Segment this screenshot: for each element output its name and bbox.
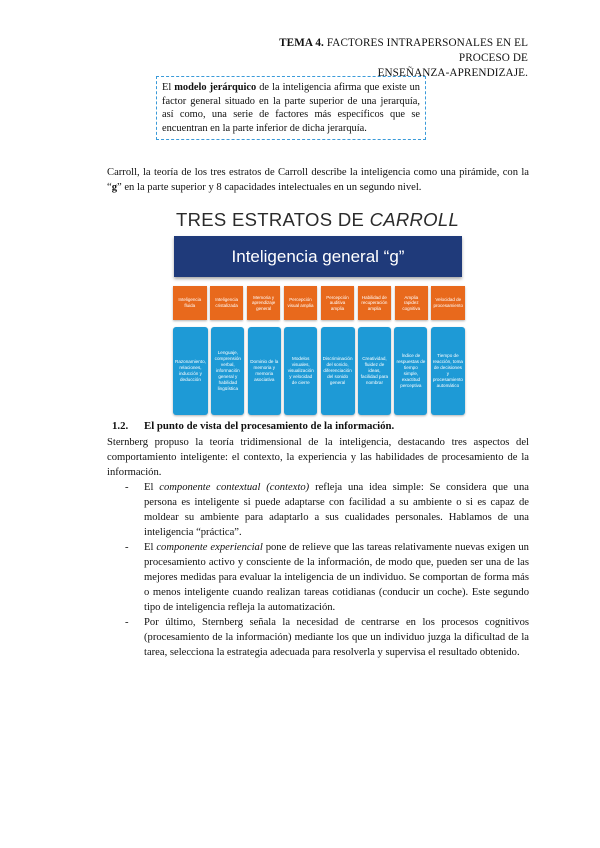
definition-prefix: El xyxy=(162,82,175,93)
definition-term: modelo jerárquico xyxy=(174,82,257,93)
narrow-ability-box: Lenguaje, comprensión verbal, información general y habilidad lingüística xyxy=(211,327,244,415)
bullet-post: refleja una idea simple: Se considera que una persona es inteligente si puede adaptarse con facilidad a su ambiente o si es capaz de moldear su ambiente para adaptarlo a sus cualidades personales. Hablamos de una inteligencia “práctica”. xyxy=(144,482,529,538)
section-heading xyxy=(112,420,394,432)
figure-title xyxy=(176,209,460,231)
narrow-abilities-row xyxy=(173,327,465,415)
bullet-italic: componente contextual (contexto) xyxy=(159,482,310,493)
bullet-dash: - xyxy=(125,542,129,553)
definition-text: de la inteligencia afirma que existe un factor general situado en la parte superior de una jerarquía, así como, una serie de factores más específicos que se encuentran en la parte inferior de dicha jerarquía. xyxy=(162,82,420,134)
header-line-1 xyxy=(230,36,528,66)
narrow-ability-box: Índice de respuestas de tiempo simple, exactitud perceptiva xyxy=(394,327,427,415)
bullet-post: pone de relieve que las tareas relativamente nuevas exigen un procesamiento activo y consciente de la información, de modo que, pueden ser una de las mejores medidas para evaluar la inteligencia de un individuo. Se comportan de forma más o menos inteligente cuando realizan tareas cotidianas (conducir un coche). Este segundo tipo de inteligencia refleja la automatización. xyxy=(144,542,529,613)
bullet-item xyxy=(125,615,529,660)
tema-title-line1: FACTORES INTRAPERSONALES EN EL PROCESO DE xyxy=(323,37,528,64)
broad-ability-box: Percepción auditiva amplia xyxy=(321,286,355,320)
page-header xyxy=(230,36,528,81)
broad-abilities-row xyxy=(173,286,465,320)
figure-title-name: CARROLL xyxy=(369,209,460,230)
figure-title-main: TRES ESTRATOS DE xyxy=(176,209,370,230)
broad-ability-box: Habilidad de recuperación amplia xyxy=(358,286,392,320)
bullet-pre: Por último, Sternberg señala la necesidad de centrarse en los procesos cognitivos (procesamiento de la información) mediante los que un individuo juzga la dificultad de la tarea, selecciona la estrategia adecuada para resolverla y supervisa el resultado obtenido. xyxy=(144,617,529,658)
tema-title-line2: ENSEÑANZA-APRENDIZAJE. xyxy=(377,67,528,79)
bullet-italic: componente experiencial xyxy=(156,542,263,553)
bullet-pre: El xyxy=(144,482,160,493)
narrow-ability-box: Modelos visuales, visualización y velocidad de cierre xyxy=(284,327,317,415)
broad-ability-box: Memoria y aprendizaje general xyxy=(247,286,281,320)
narrow-ability-box: Creatividad, fluidez de ideas, facilidad para nombrar xyxy=(358,327,391,415)
carroll-text-2: ” en la parte superior y 8 capacidades intelectuales en un segundo nivel. xyxy=(117,182,422,193)
tema-label: TEMA 4. xyxy=(279,37,324,49)
carroll-g: g xyxy=(111,182,117,193)
bullet-pre: El xyxy=(144,542,157,553)
definition-box xyxy=(156,76,426,140)
narrow-ability-box: Discriminación del sonido, diferenciación del sonido general xyxy=(321,327,355,415)
broad-ability-box: Amplia rapidez cognitiva xyxy=(395,286,429,320)
bullet-item xyxy=(125,480,529,540)
broad-ability-box: Inteligencia cristalizada xyxy=(210,286,244,320)
bullet-item xyxy=(125,540,529,615)
broad-ability-box: Inteligencia fluida xyxy=(173,286,207,320)
carroll-paragraph xyxy=(107,165,529,195)
bullet-text xyxy=(144,615,529,660)
carroll-text-1: Carroll, la teoría de los tres estratos de Carroll describe la inteligencia como una pirámide, con la “ xyxy=(107,167,529,193)
bullet-text xyxy=(144,480,529,540)
bullet-text xyxy=(144,540,529,615)
section-title: El punto de vista del procesamiento de la información. xyxy=(144,420,395,432)
general-intelligence-box: Inteligencia general “g” xyxy=(174,236,462,277)
section-number: 1.2. xyxy=(112,420,129,432)
narrow-ability-box: Razonamiento, relaciones, inducción y deducción xyxy=(173,327,208,415)
broad-ability-box: Percepción visual amplia xyxy=(284,286,318,320)
narrow-ability-box: Dominio de la memoria y memoria asociativa xyxy=(248,327,281,415)
sternberg-intro: Sternberg propuso la teoría tridimensional de la inteligencia, destacando tres aspectos del comportamiento inteligente: el contexto, la experiencia y las habilidades de procesamiento de la información. xyxy=(107,437,529,478)
broad-ability-box: Velocidad de procesamiento xyxy=(431,286,465,320)
bullet-dash: - xyxy=(125,617,129,628)
narrow-ability-box: Tiempo de reacción, toma de decisiones y procesamiento automático xyxy=(431,327,465,415)
bullet-dash: - xyxy=(125,482,129,493)
